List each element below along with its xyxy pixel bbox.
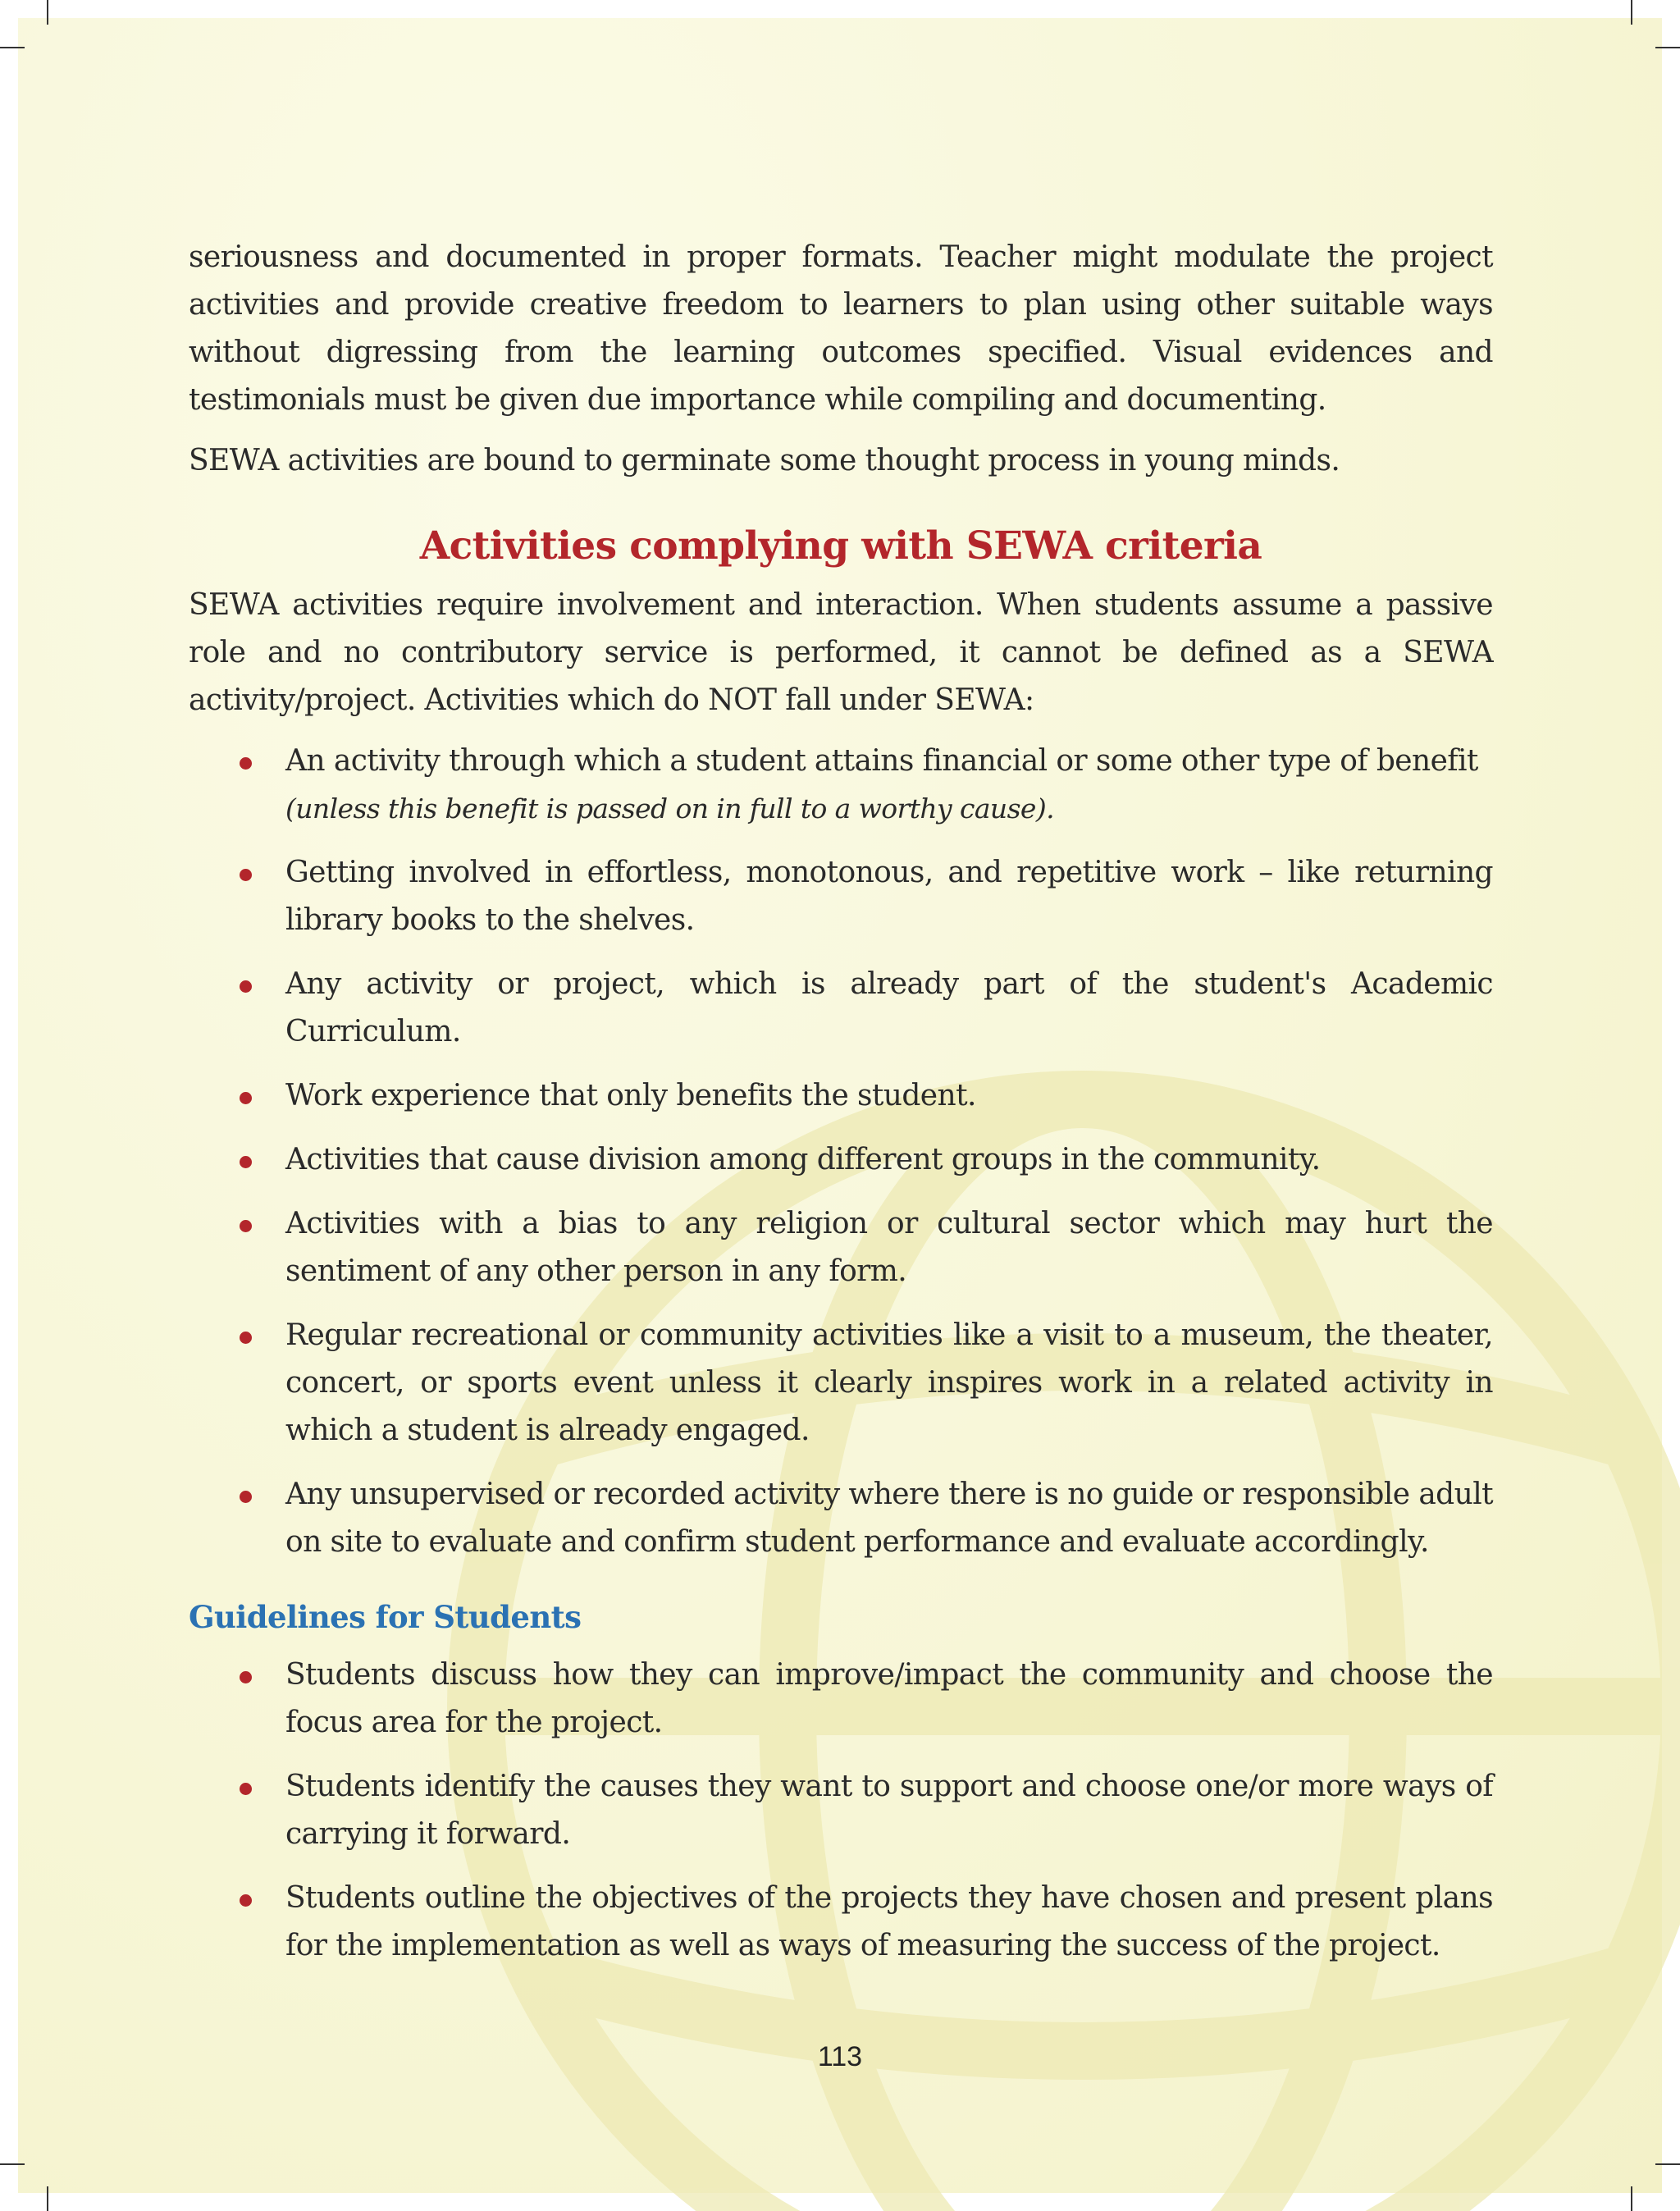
guidelines-list xyxy=(189,1651,1493,1970)
crop-mark xyxy=(0,47,25,48)
list-item xyxy=(189,1875,1493,1970)
guidelines-heading: Guidelines for Students xyxy=(189,1599,582,1635)
exclusion-list xyxy=(189,738,1493,1566)
list-item-text: Any activity or project, which is already part of the student's Academic Curriculum. xyxy=(285,967,1493,1048)
list-item-note: (unless this benefit is passed on in full to a worthy cause). xyxy=(285,793,1054,825)
bullet-icon xyxy=(240,1220,252,1232)
list-item xyxy=(189,961,1493,1056)
list-item-text: Students identify the causes they want to support and choose one/or more ways of carrying it forward. xyxy=(285,1770,1493,1851)
crop-mark xyxy=(47,2186,48,2211)
bullet-icon xyxy=(240,1783,252,1795)
page-number: 113 xyxy=(817,2041,863,2072)
bullet-icon xyxy=(240,757,252,770)
crop-mark xyxy=(1631,2186,1632,2211)
list-item xyxy=(189,1136,1493,1184)
list-item-text: Any unsupervised or recorded activity where there is no guide or responsible adult on site to evaluate and confirm student performance and evaluate accordingly. xyxy=(285,1478,1493,1559)
list-item-text: Work experience that only benefits the student. xyxy=(285,1079,976,1112)
list-item xyxy=(189,738,1493,833)
list-item-text: Activities with a bias to any religion or cultural sector which may hurt the sentiment of any other person in any form. xyxy=(285,1207,1493,1288)
list-item-text: Regular recreational or community activities like a visit to a museum, the theater, concert, or sports event unless it clearly inspires work in a related activity in which a student is already engaged. xyxy=(285,1318,1493,1447)
page-content xyxy=(189,234,1493,1986)
list-item xyxy=(189,1471,1493,1566)
list-item xyxy=(189,1651,1493,1747)
bullet-icon xyxy=(240,1894,252,1907)
list-item xyxy=(189,1072,1493,1120)
list-item-text: Students discuss how they can improve/impact the community and choose the focus area for the project. xyxy=(285,1658,1493,1739)
bullet-icon xyxy=(240,1332,252,1344)
section-heading: Activities complying with SEWA criteria xyxy=(419,523,1262,569)
intro-paragraph: SEWA activities are bound to germinate some thought process in young minds. xyxy=(189,444,1340,477)
bullet-icon xyxy=(240,1092,252,1104)
list-item-text: Activities that cause division among different groups in the community. xyxy=(285,1143,1321,1176)
crop-mark xyxy=(1631,0,1632,25)
crop-mark xyxy=(1655,2163,1680,2165)
crop-mark xyxy=(47,0,48,25)
bullet-icon xyxy=(240,1491,252,1503)
list-item xyxy=(189,1200,1493,1295)
list-item xyxy=(189,849,1493,944)
bullet-icon xyxy=(240,980,252,993)
crop-mark xyxy=(1655,47,1680,48)
list-item-text: An activity through which a student attains financial or some other type of benefit xyxy=(285,744,1478,778)
bullet-icon xyxy=(240,869,252,881)
crop-mark xyxy=(0,2163,25,2165)
intro-paragraph: seriousness and documented in proper formats. Teacher might modulate the project activities and provide creative freedom to learners to plan using other suitable ways without digressing from the learning outcomes specified. Visual evidences and testimonials must be given due importance while compiling and documenting. xyxy=(189,240,1493,417)
list-item xyxy=(189,1763,1493,1858)
list-item-text: Getting involved in effortless, monotonous, and repetitive work – like returning library books to the shelves. xyxy=(285,856,1493,937)
list-item-text: Students outline the objectives of the projects they have chosen and present plans for the implementation as well as ways of measuring the success of the project. xyxy=(285,1881,1493,1962)
bullet-icon xyxy=(240,1671,252,1683)
list-item xyxy=(189,1312,1493,1455)
bullet-icon xyxy=(240,1156,252,1168)
section-paragraph: SEWA activities require involvement and interaction. When students assume a passive role and no contributory service is performed, it cannot be defined as a SEWA activity/project. Activities which do NOT fall under SEWA: xyxy=(189,588,1493,717)
